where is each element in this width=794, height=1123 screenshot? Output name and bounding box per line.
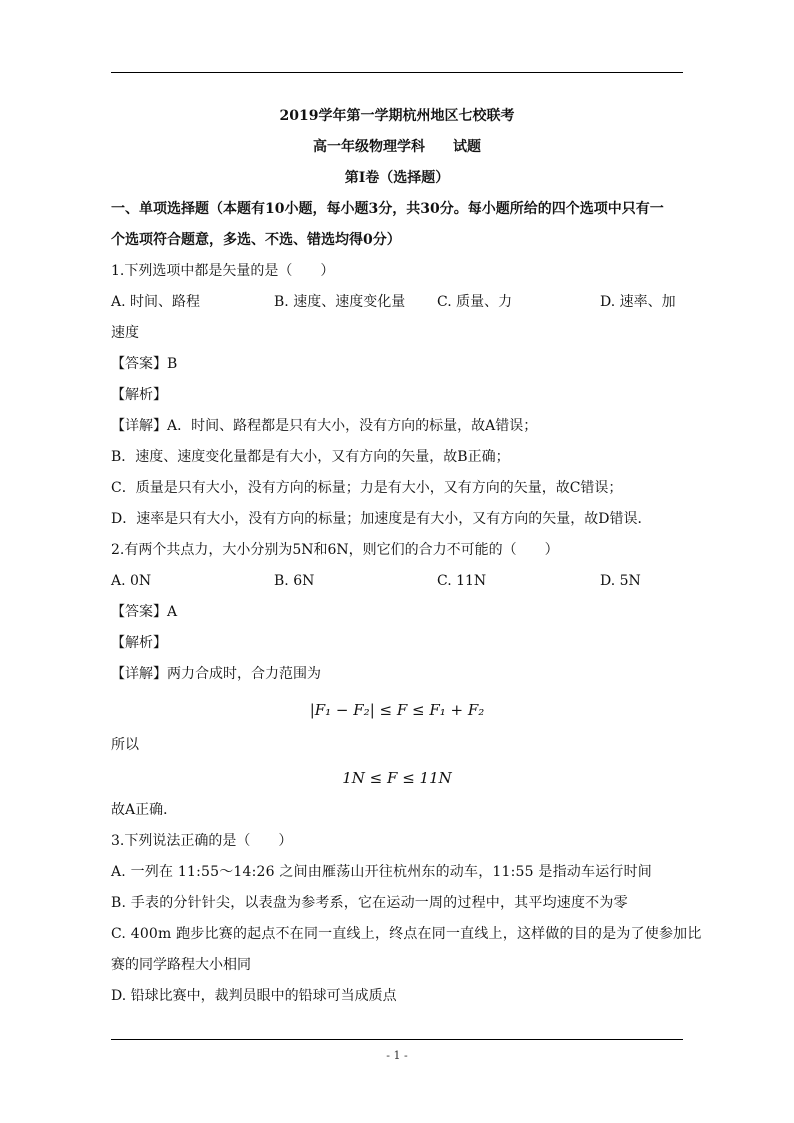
q3-option-b: B. 手表的分针针尖，以表盘为参考系，它在运动一周的过程中，其平均速度不为零 (111, 895, 628, 911)
q2-option-d: D. 5N (600, 573, 641, 589)
q1-analysis: 【解析】 (111, 387, 167, 403)
q1-option-a: A. 时间、路程 (111, 294, 201, 310)
q3-stem: 3.下列说法正确的是（ ） (111, 833, 293, 849)
header-rule (111, 72, 683, 73)
q2-conclusion: 故A正确． (111, 802, 178, 818)
page-number: - 1 - (386, 1049, 408, 1062)
q2-option-c: C. 11N (437, 573, 487, 589)
document-body (111, 101, 702, 1012)
section-heading-line2: 个选项符合题意，多选、不选、错选均得0分） (111, 232, 401, 248)
q2-detail: 【详解】两力合成时，合力范围为 (111, 666, 321, 682)
q3-option-c-line2: 赛的同学路程大小相同 (111, 957, 251, 973)
q2-formula-range: |F₁ − F₂| ≤ F ≤ F₁ + F₂ (309, 701, 485, 719)
q2-so: 所以 (111, 737, 139, 753)
q1-option-b: B. 速度、速度变化量 (274, 294, 406, 310)
q3-option-c-line1: C. 400m 跑步比赛的起点不在同一直线上，终点在同一直线上，这样做的目的是为了使参加比 (111, 926, 702, 942)
q1-stem: 1.下列选项中都是矢量的是（ ） (111, 263, 335, 279)
q2-options (111, 566, 683, 597)
q2-answer: 【答案】A (111, 604, 178, 620)
q2-option-a: A. 0N (111, 573, 152, 589)
q1-detail-d: D．速率是只有大小，没有方向的标量；加速度是有大小，又有方向的矢量，故D错误． (111, 511, 652, 527)
q2-stem: 2.有两个共点力，大小分别为5N和6N，则它们的合力不可能的（ ） (111, 542, 559, 558)
section-heading-line1: 一、单项选择题（本题有10小题，每小题3分，共30分。每小题所给的四个选项中只有一 (111, 201, 664, 217)
q1-options (111, 287, 683, 318)
exam-title: 2019学年第一学期杭州地区七校联考 (279, 108, 515, 124)
q3-option-d: D. 铅球比赛中，裁判员眼中的铅球可当成质点 (111, 988, 397, 1004)
q3-option-a: A. 一列在 11:55～14:26 之间由雁荡山开往杭州东的动车，11:55 是指动车运行时间 (111, 864, 652, 880)
q1-option-c: C. 质量、力 (437, 294, 513, 310)
q2-option-b: B. 6N (274, 573, 315, 589)
q1-detail-c: C．质量是只有大小，没有方向的标量；力是有大小，又有方向的矢量，故C错误； (111, 480, 623, 496)
q1-option-d: D. 速率、加 (600, 294, 676, 310)
q1-option-d-wrap: 速度 (111, 325, 139, 341)
exam-subtitle: 高一年级物理学科 试题 (313, 139, 481, 155)
q1-detail-a: 【详解】A．时间、路程都是只有大小，没有方向的标量，故A错误； (111, 418, 538, 434)
footer-rule (111, 1039, 683, 1040)
q1-detail-b: B．速度、速度变化量都是有大小，又有方向的矢量，故B正确； (111, 449, 510, 465)
q2-formula-result: 1N ≤ F ≤ 11N (342, 769, 452, 787)
q2-analysis: 【解析】 (111, 635, 167, 651)
q1-answer: 【答案】B (111, 356, 178, 372)
part-title: 第Ⅰ卷（选择题） (344, 170, 450, 186)
